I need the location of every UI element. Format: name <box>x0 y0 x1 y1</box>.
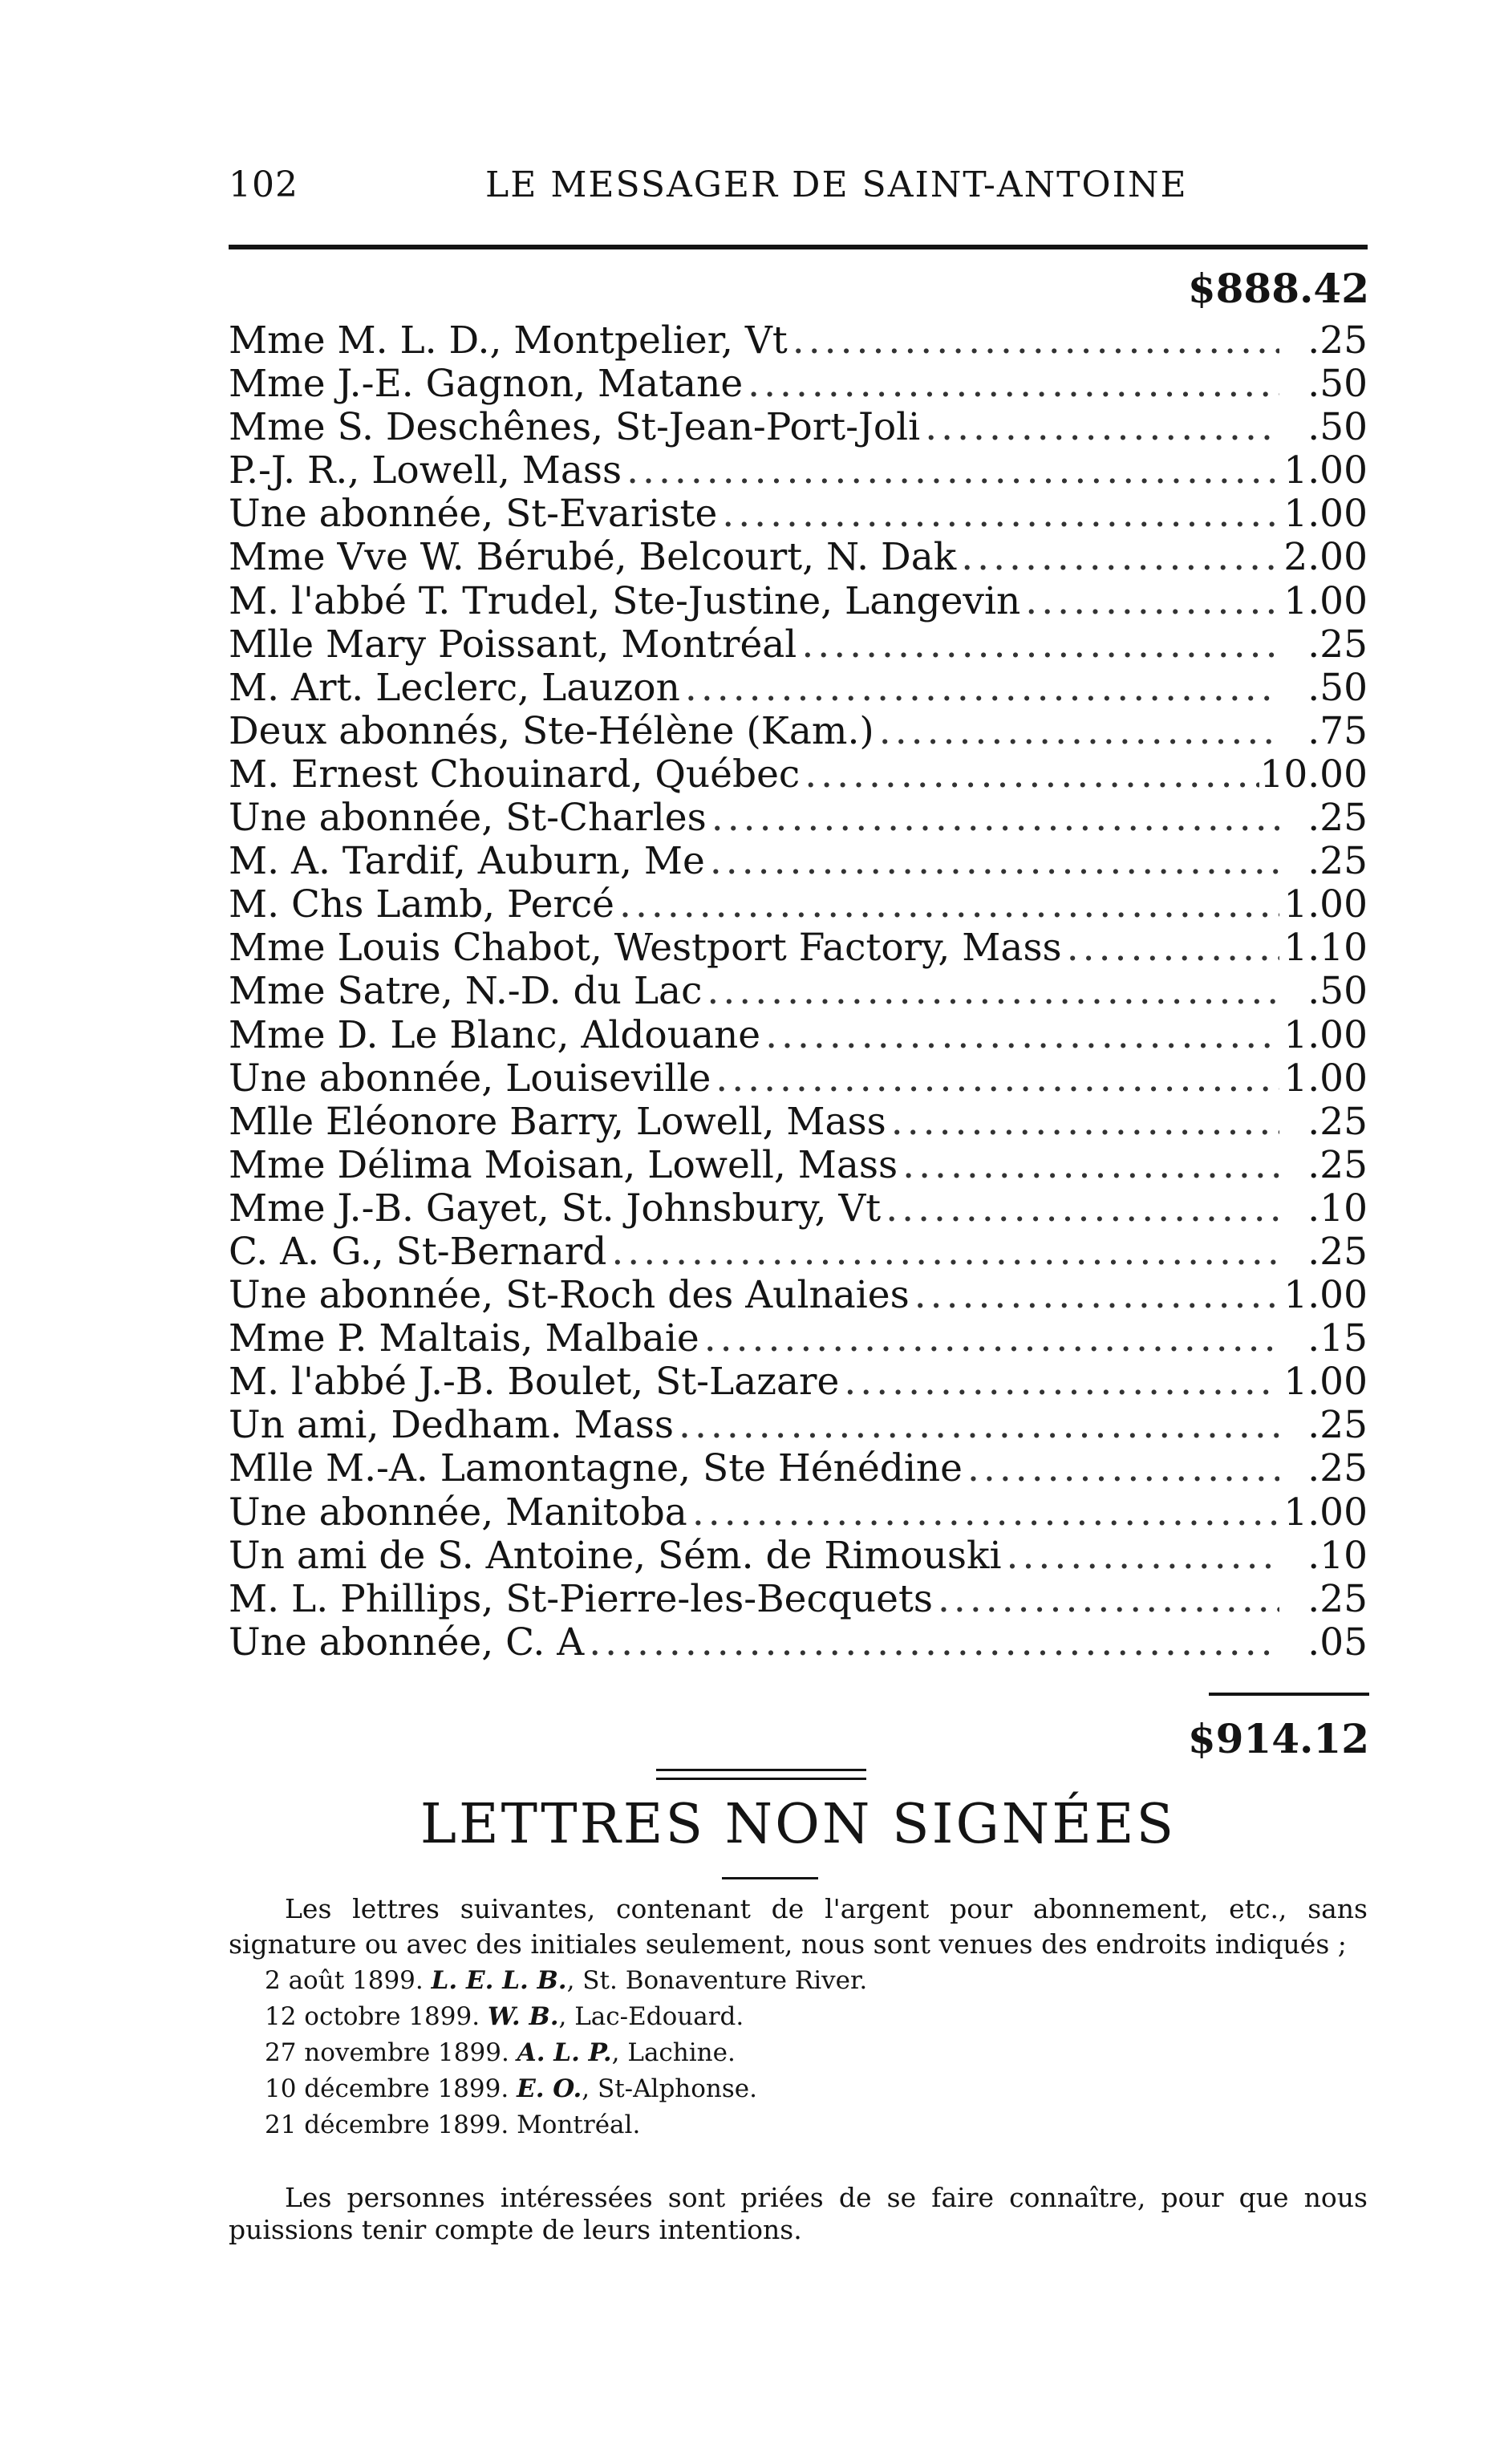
dot-leader <box>707 797 1279 840</box>
donor-name: Mlle Eléonore Barry, Lowell, Mass <box>229 1100 886 1144</box>
donation-entry <box>229 1360 1368 1404</box>
page-number: 102 <box>229 164 298 205</box>
dot-leader <box>711 1057 1279 1101</box>
unsigned-letter-item <box>265 2107 1307 2143</box>
dot-leader <box>705 840 1279 883</box>
donation-entry <box>229 667 1368 710</box>
donation-amount: 1.00 <box>1283 1013 1368 1057</box>
donation-entry <box>229 883 1368 926</box>
donor-name: Une abonnée, St-Roch des Aulnaies <box>229 1274 910 1318</box>
donation-amount: 1.00 <box>1283 579 1368 623</box>
letter-date: 10 décembre 1899. <box>265 2074 509 2103</box>
carried-forward-total: $888.42 <box>1187 265 1369 312</box>
dot-leader <box>881 1187 1279 1231</box>
donor-name: Une abonnée, St-Charles <box>229 797 707 841</box>
dot-leader <box>956 536 1279 579</box>
donation-entry <box>229 449 1368 493</box>
donation-amount: .25 <box>1307 1143 1368 1187</box>
dot-leader <box>933 1578 1279 1621</box>
donation-entry <box>229 1014 1368 1057</box>
letter-initials: E. O. <box>517 2074 582 2103</box>
donation-amount: .25 <box>1307 319 1368 363</box>
donation-list <box>229 319 1368 1664</box>
dot-leader <box>886 1101 1279 1144</box>
donation-entry <box>229 406 1368 449</box>
donation-entry <box>229 1144 1368 1187</box>
letter-date: 12 octobre 1899. <box>265 2002 480 2031</box>
donation-amount: .15 <box>1307 1317 1368 1361</box>
donation-amount: .50 <box>1307 406 1368 450</box>
letter-initials: L. E. L. B. <box>431 1966 567 1995</box>
donation-amount: 1.00 <box>1283 1360 1368 1405</box>
dot-leader <box>910 1274 1279 1317</box>
dot-leader <box>743 363 1279 406</box>
donation-amount: .25 <box>1307 797 1368 841</box>
letter-place: , Lac-Edouard. <box>558 2002 744 2031</box>
journal-title: LE MESSAGER DE SAINT-ANTOINE <box>485 164 1188 205</box>
dot-leader <box>1002 1535 1280 1578</box>
donation-entry <box>229 363 1368 406</box>
donor-name: Une abonnée, St-Evariste <box>229 493 718 537</box>
donation-entry <box>229 926 1368 970</box>
dot-leader <box>874 710 1279 753</box>
donor-name: P.-J. R., Lowell, Mass <box>229 449 622 493</box>
dot-leader <box>622 449 1279 493</box>
donation-entry <box>229 1101 1368 1144</box>
header-rule <box>229 245 1368 249</box>
letter-date: 2 août 1899. <box>265 1966 424 1995</box>
donation-amount: .25 <box>1307 1577 1368 1621</box>
dot-leader <box>702 970 1279 1013</box>
letter-place: , Lachine. <box>611 2038 736 2067</box>
running-head <box>229 164 1368 213</box>
donor-name: Un ami, Dedham. Mass <box>229 1404 675 1448</box>
donation-amount: 1.10 <box>1283 926 1368 971</box>
donation-amount: .50 <box>1307 666 1368 710</box>
donation-amount: .50 <box>1307 363 1368 407</box>
donor-name: M. L. Phillips, St-Pierre-les-Becquets <box>229 1577 933 1621</box>
section-heading: LETTRES NON SIGNÉES <box>420 1793 1177 1856</box>
unsigned-letter-item <box>265 1963 1307 1999</box>
dot-leader <box>800 753 1259 797</box>
donation-entry <box>229 840 1368 883</box>
donation-entry <box>229 1447 1368 1490</box>
dot-leader <box>788 319 1279 363</box>
dot-leader <box>963 1447 1279 1490</box>
donor-name: M. Chs Lamb, Percé <box>229 883 614 927</box>
donation-amount: .25 <box>1307 1230 1368 1274</box>
donation-entry <box>229 1621 1368 1664</box>
dot-leader <box>839 1360 1279 1404</box>
letter-place: , St. Bonaventure River. <box>566 1966 868 1995</box>
donor-name: Mme D. Le Blanc, Aldouane <box>229 1013 761 1057</box>
donor-name: Mme P. Maltais, Malbaie <box>229 1317 699 1361</box>
dot-leader <box>920 406 1279 449</box>
donation-entry <box>229 1535 1368 1578</box>
donation-amount: .25 <box>1307 622 1368 667</box>
donation-amount: .05 <box>1307 1620 1368 1664</box>
unsigned-letter-item <box>265 2035 1307 2071</box>
donor-name: Une abonnée, C. A <box>229 1620 585 1664</box>
notice-paragraph: Les lettres suivantes, contenant de l'argent pour abonnement, etc., sans signature ou avec des initiales seulement, nous sont venues des endroits indiqués ; <box>229 1893 1368 1960</box>
donation-entry <box>229 1578 1368 1621</box>
letter-place: Montréal. <box>517 2110 641 2139</box>
donor-name: M. l'abbé T. Trudel, Ste-Justine, Langevin <box>229 579 1021 623</box>
donor-name: Mme J.-E. Gagnon, Matane <box>229 363 744 407</box>
section-rule-bottom <box>722 1877 818 1879</box>
donation-amount: 1.00 <box>1283 449 1368 493</box>
donation-entry <box>229 970 1368 1013</box>
donor-name: Mme Délima Moisan, Lowell, Mass <box>229 1143 898 1187</box>
donor-name: Mme Vve W. Bérubé, Belcourt, N. Dak <box>229 536 957 580</box>
donation-entry <box>229 580 1368 623</box>
dot-leader <box>699 1317 1279 1360</box>
donation-entry <box>229 536 1368 579</box>
donor-name: Mlle Mary Poissant, Montréal <box>229 622 797 667</box>
donation-entry <box>229 319 1368 363</box>
donor-name: Deux abonnés, Ste-Hélène (Kam.) <box>229 709 874 753</box>
dot-leader <box>898 1144 1279 1187</box>
donor-name: Mlle M.-A. Lamontagne, Ste Hénédine <box>229 1447 963 1491</box>
letter-date: 27 novembre 1899. <box>265 2038 509 2067</box>
donation-amount: 10.00 <box>1259 752 1368 797</box>
dot-leader <box>680 667 1279 710</box>
donor-name: C. A. G., St-Bernard <box>229 1230 607 1274</box>
letter-initials: W. B. <box>487 2002 559 2031</box>
dot-leader <box>687 1491 1279 1535</box>
donation-entry <box>229 1491 1368 1535</box>
donation-amount: .50 <box>1307 970 1368 1014</box>
unsigned-letter-item <box>265 2071 1307 2107</box>
sum-rule <box>1209 1693 1369 1696</box>
donation-amount: .75 <box>1307 709 1368 753</box>
dot-leader <box>1062 926 1279 970</box>
donation-entry <box>229 710 1368 753</box>
donor-name: Mme S. Deschênes, St-Jean-Port-Joli <box>229 406 921 450</box>
donor-name: M. Art. Leclerc, Lauzon <box>229 666 680 710</box>
closing-note: Les personnes intéressées sont priées de se faire connaître, pour que nous puissions tenir compte de leurs intentions. <box>229 2182 1368 2245</box>
letter-date: 21 décembre 1899. <box>265 2110 509 2139</box>
donation-entry <box>229 493 1368 536</box>
grand-total: $914.12 <box>1187 1715 1369 1762</box>
donation-amount: 1.00 <box>1283 1274 1368 1318</box>
donation-entry <box>229 1274 1368 1317</box>
donation-entry <box>229 1231 1368 1274</box>
unsigned-letter-list <box>265 1963 1307 2143</box>
dot-leader <box>614 883 1279 926</box>
donation-entry <box>229 1404 1368 1447</box>
donation-entry <box>229 797 1368 840</box>
dot-leader <box>717 493 1279 536</box>
donation-amount: .10 <box>1307 1186 1368 1231</box>
donation-entry <box>229 1317 1368 1360</box>
letter-place: , St-Alphonse. <box>582 2074 757 2103</box>
donation-entry <box>229 1057 1368 1101</box>
unsigned-letter-item <box>265 1999 1307 2035</box>
dot-leader <box>674 1404 1279 1447</box>
donation-amount: .25 <box>1307 840 1368 884</box>
donation-amount: .25 <box>1307 1447 1368 1491</box>
donor-name: M. Ernest Chouinard, Québec <box>229 752 801 797</box>
donation-entry <box>229 753 1368 797</box>
letter-initials: A. L. P. <box>517 2038 612 2067</box>
donor-name: Mme Satre, N.-D. du Lac <box>229 970 703 1014</box>
donation-amount: 1.00 <box>1283 1490 1368 1535</box>
dot-leader <box>1020 580 1279 623</box>
donor-name: M. A. Tardif, Auburn, Me <box>229 840 705 884</box>
donor-name: Mme J.-B. Gayet, St. Johnsbury, Vt <box>229 1186 882 1231</box>
dot-leader <box>606 1231 1279 1274</box>
donor-name: Une abonnée, Manitoba <box>229 1490 687 1535</box>
donation-amount: .25 <box>1307 1100 1368 1144</box>
donor-name: M. l'abbé J.-B. Boulet, St-Lazare <box>229 1360 840 1405</box>
donation-amount: 2.00 <box>1283 536 1368 580</box>
donation-amount: .25 <box>1307 1404 1368 1448</box>
donation-entry <box>229 1187 1368 1231</box>
donor-name: Mme M. L. D., Montpelier, Vt <box>229 319 788 363</box>
donor-name: Une abonnée, Louiseville <box>229 1056 711 1101</box>
donation-amount: 1.00 <box>1283 883 1368 927</box>
donation-amount: 1.00 <box>1283 493 1368 537</box>
donation-amount: .10 <box>1307 1534 1368 1578</box>
donation-amount: 1.00 <box>1283 1056 1368 1101</box>
donor-name: Un ami de S. Antoine, Sém. de Rimouski <box>229 1534 1002 1578</box>
donation-entry <box>229 623 1368 667</box>
dot-leader <box>797 623 1279 667</box>
dot-leader <box>584 1621 1279 1664</box>
donor-name: Mme Louis Chabot, Westport Factory, Mass <box>229 926 1062 971</box>
dot-leader <box>760 1014 1279 1057</box>
